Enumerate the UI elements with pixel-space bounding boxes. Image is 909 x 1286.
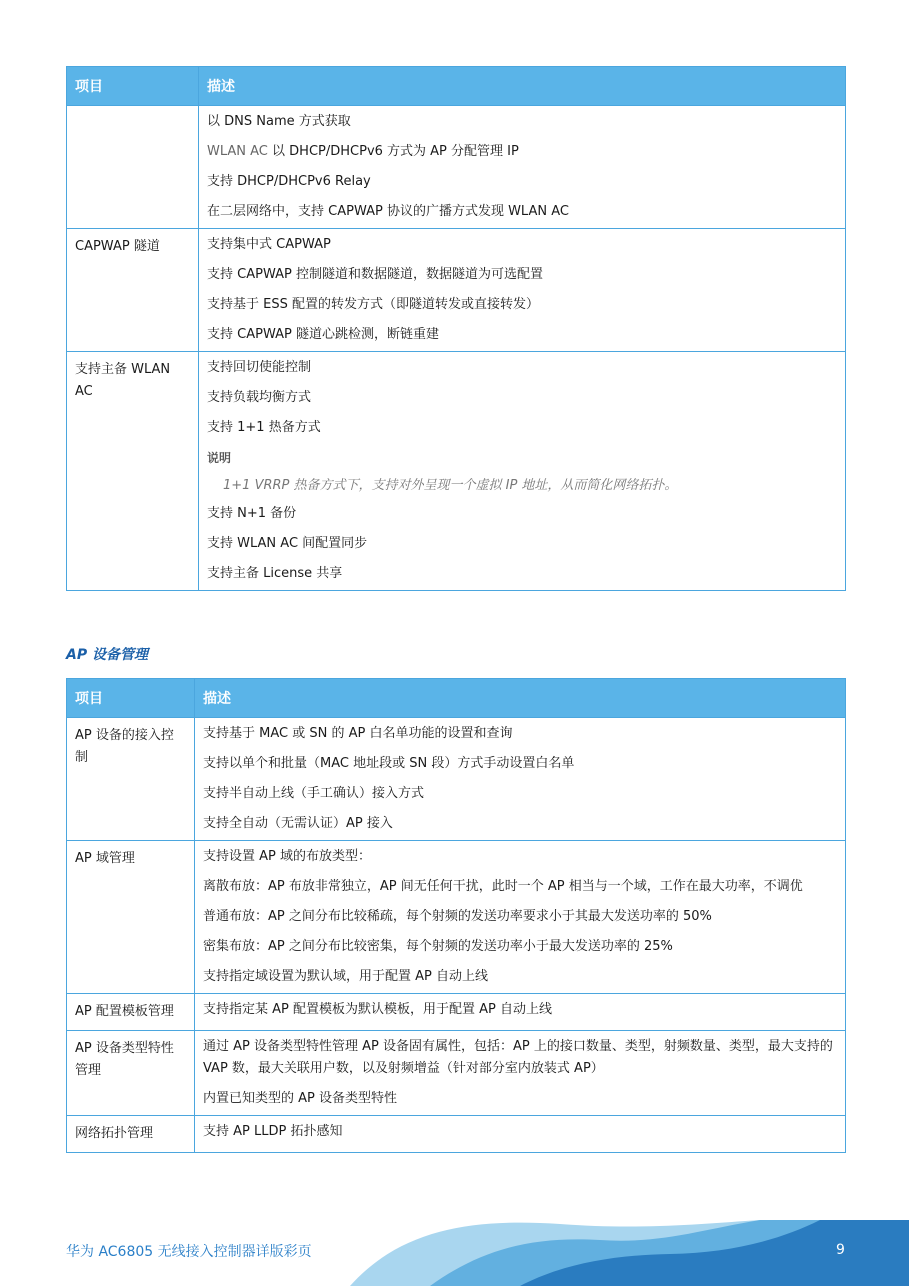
description-line (207, 137, 837, 167)
wlan-ac-text: WLAN AC (207, 144, 268, 159)
row-description (195, 1116, 846, 1153)
row-description (199, 106, 846, 229)
note-text: 1+1 VRRP 热备方式下，支持对外呈现一个虚拟 IP 地址，从而简化网络拓扑。 (223, 478, 678, 493)
table-row (67, 106, 846, 229)
row-item: AP 设备的接入控制 (67, 718, 195, 841)
row-description (199, 352, 846, 591)
table-row (67, 229, 846, 352)
description-line: 密集布放：AP 之间分布比较密集，每个射频的发送功率小于最大发送功率的 25% (203, 939, 673, 954)
description-line: 支持 DHCP/DHCPv6 Relay (207, 174, 371, 189)
table-header-row (67, 679, 846, 718)
page-number: 9 (836, 1242, 845, 1258)
description-line: 离散布放：AP 布放非常独立，AP 间无任何干扰，此时一个 AP 相当与一个域，工作在最大功率，不调优 (203, 879, 803, 894)
column-header-item: 项目 (67, 679, 195, 718)
description-line: 支持 N+1 备份 (207, 506, 297, 521)
description-line: 支持 AP LLDP 拓扑感知 (203, 1124, 343, 1139)
description-line: 支持主备 License 共享 (207, 566, 343, 581)
row-description (195, 1031, 846, 1116)
row-description (195, 994, 846, 1031)
description-line: 支持基于 ESS 配置的转发方式（即隧道转发或直接转发） (207, 297, 539, 312)
table-row (67, 1116, 846, 1153)
row-item: AP 配置模板管理 (67, 994, 195, 1031)
row-description (195, 718, 846, 841)
description-line: 支持指定域设置为默认域，用于配置 AP 自动上线 (203, 969, 488, 984)
row-item: 支持主备 WLAN AC (67, 352, 199, 591)
description-line: 支持负载均衡方式 (207, 390, 312, 405)
description-line: 支持 CAPWAP 控制隧道和数据隧道，数据隧道为可选配置 (207, 267, 543, 282)
description-line: 在二层网络中，支持 CAPWAP 协议的广播方式发现 WLAN AC (207, 204, 569, 219)
description-line-rest: 以 DHCP/DHCPv6 方式为 AP 分配管理 IP (267, 144, 519, 159)
row-item: AP 设备类型特性管理 (67, 1031, 195, 1116)
description-line: 支持 WLAN AC 间配置同步 (207, 536, 368, 551)
note-label: 说明 (207, 451, 232, 465)
description-line: 支持以单个和批量（MAC 地址段或 SN 段）方式手动设置白名单 (203, 756, 575, 771)
description-line: 支持基于 MAC 或 SN 的 AP 白名单功能的设置和查询 (203, 726, 513, 741)
table-header-row (67, 67, 846, 106)
description-line: 支持 CAPWAP 隧道心跳检测，断链重建 (207, 327, 439, 342)
description-line: 内置已知类型的 AP 设备类型特性 (203, 1091, 397, 1106)
table-row (67, 841, 846, 994)
description-line: 支持指定某 AP 配置模板为默认模板，用于配置 AP 自动上线 (203, 1002, 552, 1017)
description-line: 以 DNS Name 方式获取 (207, 114, 351, 129)
description-line: 通过 AP 设备类型特性管理 AP 设备固有属性，包括：AP 上的接口数量、类型，射频数量、类型，最大支持的 VAP 数，最大关联用户数，以及射频增益（针对部分室内放装式 AP） (203, 1039, 833, 1076)
column-header-description: 描述 (199, 67, 846, 106)
footer-title: 华为 AC6805 无线接入控制器详版彩页 (66, 1244, 312, 1260)
column-header-item: 项目 (67, 67, 199, 106)
column-header-description: 描述 (195, 679, 846, 718)
row-item: AP 域管理 (67, 841, 195, 994)
description-line: 支持半自动上线（手工确认）接入方式 (203, 786, 425, 801)
table-row (67, 994, 846, 1031)
section-title: AP 设备管理 (66, 647, 148, 663)
row-item: 网络拓扑管理 (67, 1116, 195, 1153)
row-item (67, 106, 199, 229)
description-line: 支持全自动（无需认证）AP 接入 (203, 816, 393, 831)
row-item: CAPWAP 隧道 (67, 229, 199, 352)
description-line: 支持回切使能控制 (207, 360, 312, 375)
table-row (67, 352, 846, 591)
description-line: 支持集中式 CAPWAP (207, 237, 331, 252)
description-line: 普通布放：AP 之间分布比较稀疏，每个射频的发送功率要求小于其最大发送功率的 50% (203, 909, 712, 924)
description-line: 支持 1+1 热备方式 (207, 420, 321, 435)
table-row (67, 1031, 846, 1116)
row-description (199, 229, 846, 352)
table-row (67, 718, 846, 841)
table-ap-management (66, 678, 846, 1153)
description-line: 支持设置 AP 域的布放类型： (203, 849, 371, 864)
row-description (195, 841, 846, 994)
table-access-features (66, 66, 846, 591)
